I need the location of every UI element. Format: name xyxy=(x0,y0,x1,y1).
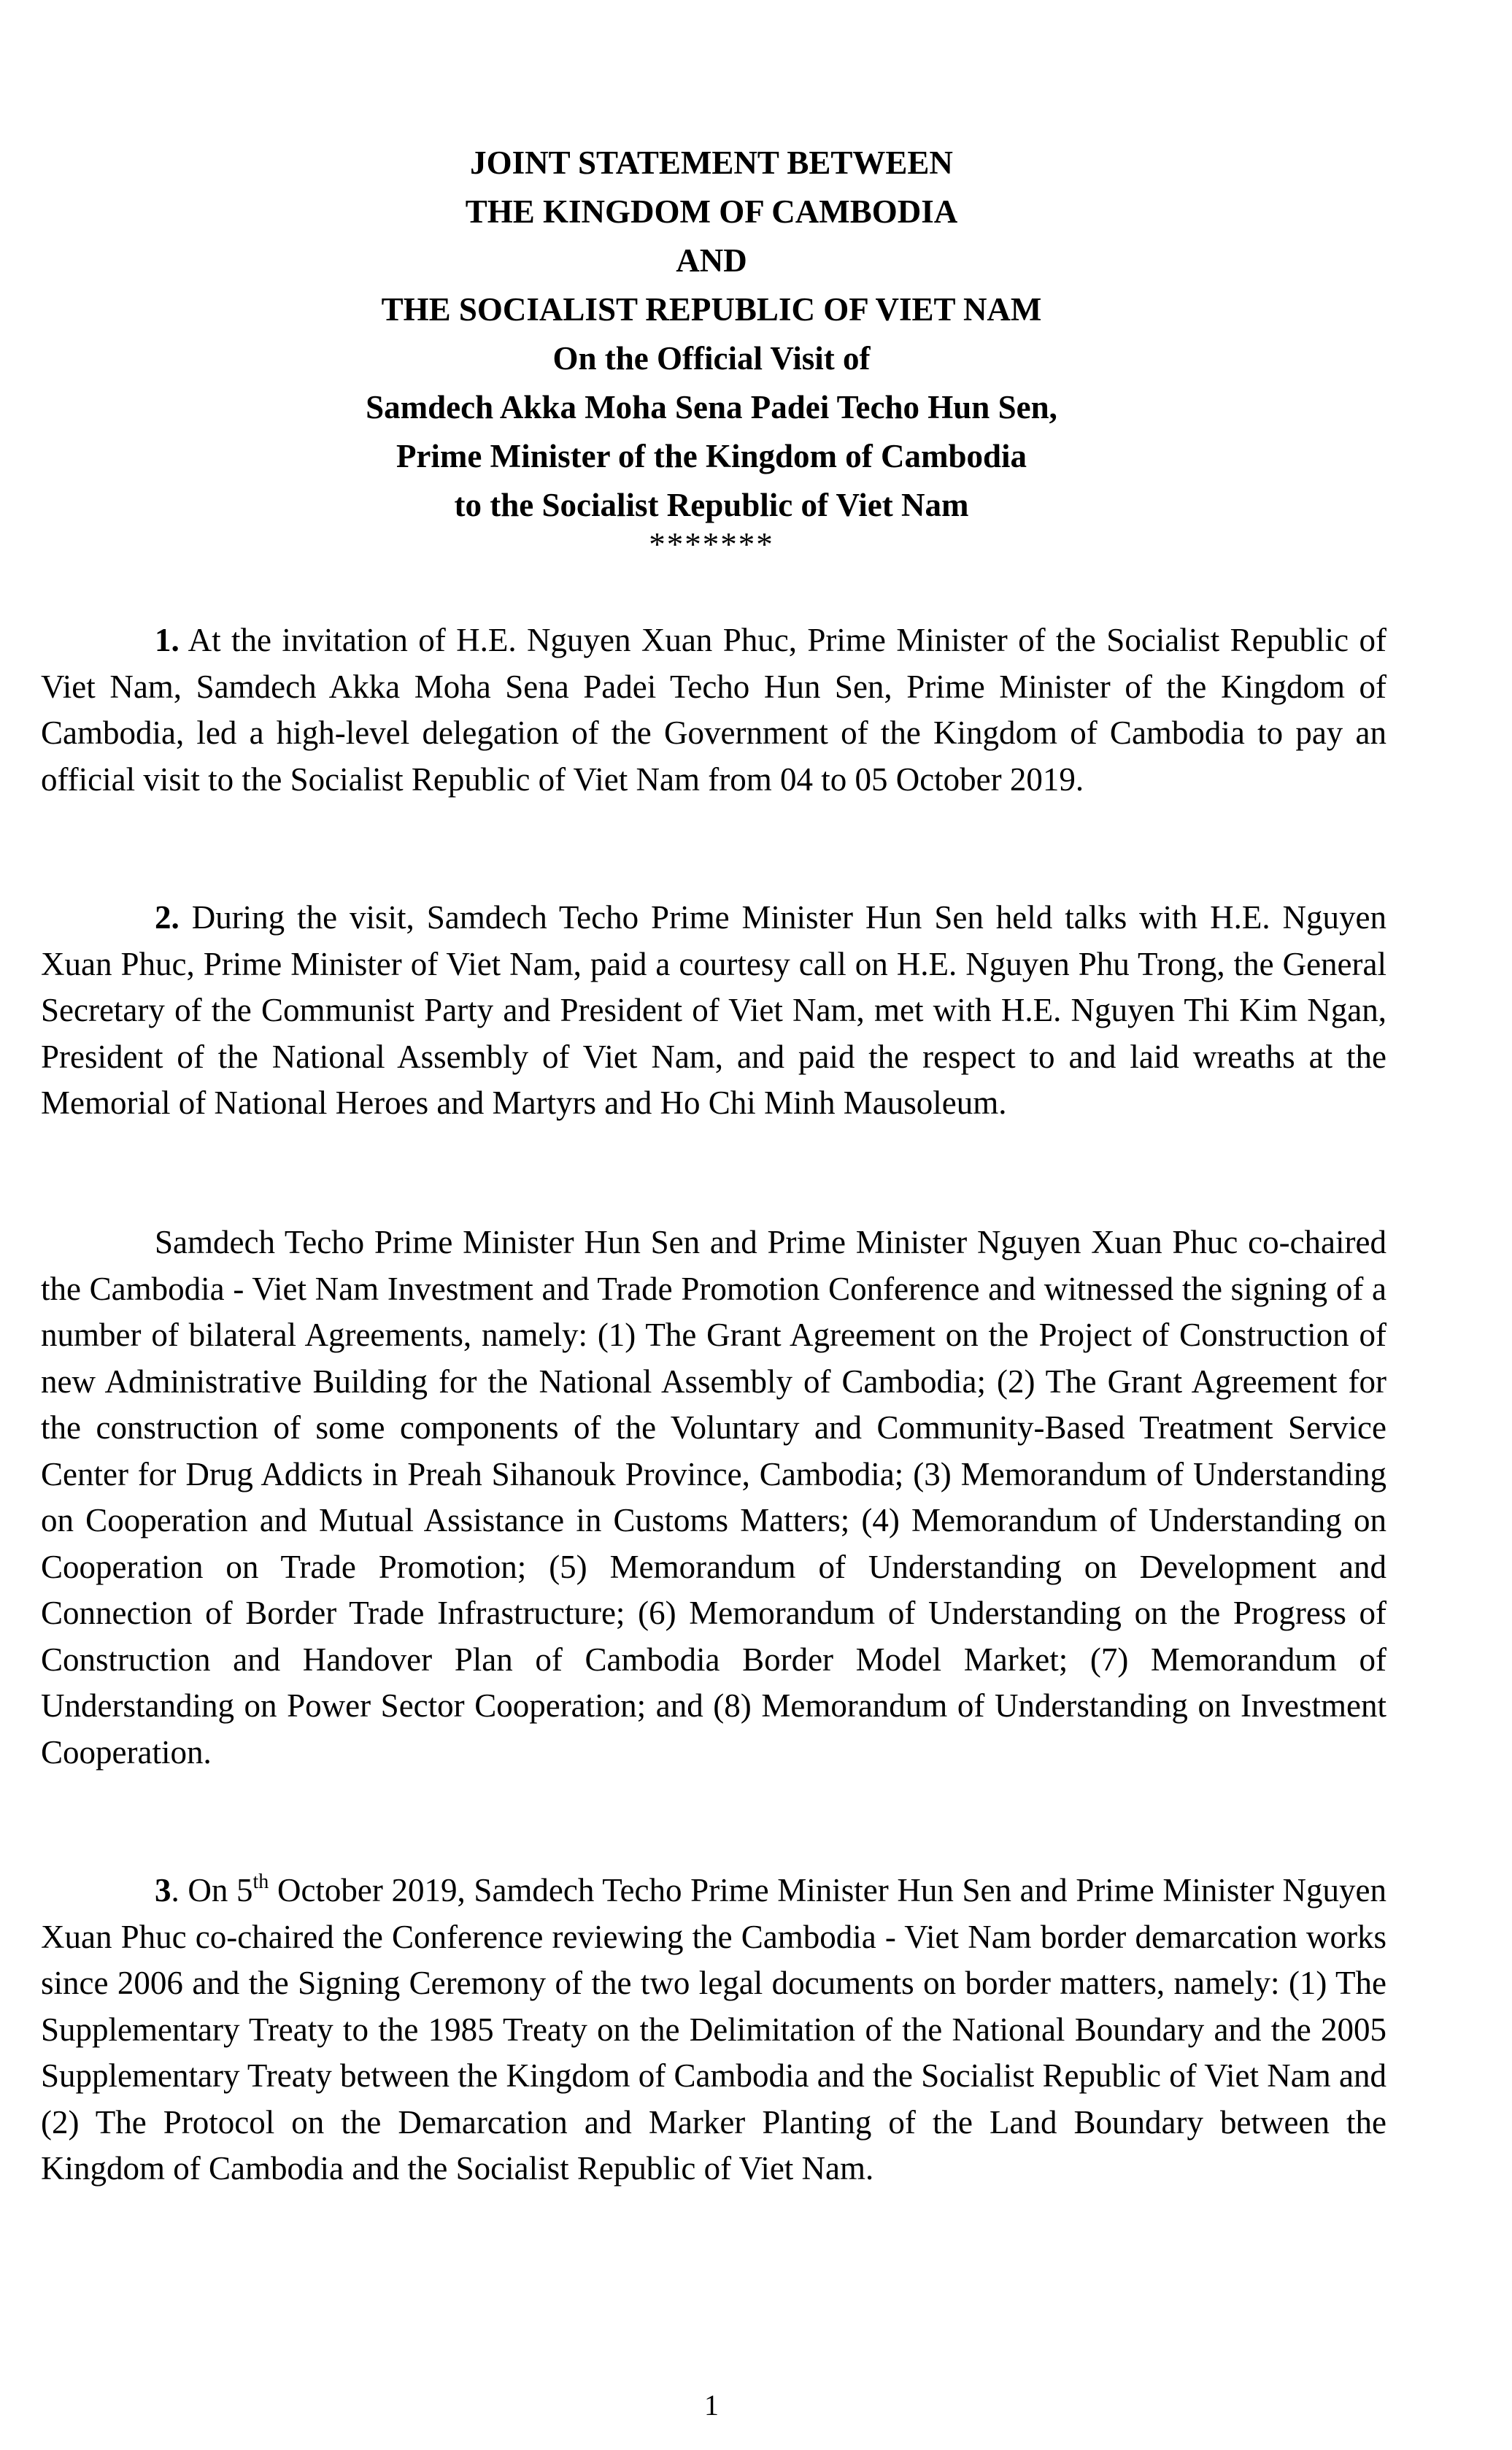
title-line: THE KINGDOM OF CAMBODIA xyxy=(465,193,958,230)
document-title xyxy=(0,139,1423,563)
paragraph-text: October 2019, Samdech Techo Prime Minister Hun Sen and Prime Minister Nguyen Xuan Phuc co-chaired the Conference reviewing the Cambodia - Viet Nam border demarcation works since 2006 and the Signing Ceremony of the two legal documents on border matters, namely: (1) The Supplementary Treaty to the 1985 Treaty on the Delimitation of the National Boundary and the 2005 Supplementary Treaty between the Kingdom of Cambodia and the Socialist Republic of Viet Nam and (2) The Protocol on the Demarcation and Marker Planting of the Land Boundary between the Kingdom of Cambodia and the Socialist Republic of Viet Nam. xyxy=(41,1872,1386,2187)
paragraph-3 xyxy=(41,1868,1386,2192)
title-separator: ******* xyxy=(649,526,774,563)
page-number: 1 xyxy=(704,2389,719,2422)
paragraph-2 xyxy=(41,895,1386,1127)
title-line: THE SOCIALIST REPUBLIC OF VIET NAM xyxy=(381,291,1042,328)
paragraph-text: At the invitation of H.E. Nguyen Xuan Phuc, Prime Minister of the Socialist Republic of Viet Nam, Samdech Akka Moha Sena Padei Techo Hun Sen, Prime Minister of the Kingdom of Cambodia, led a high-level delegation of the Government of the Kingdom of Cambodia to pay an official visit to the Socialist Republic of Viet Nam from 04 to 05 October 2019. xyxy=(41,622,1386,798)
title-line: Prime Minister of the Kingdom of Cambodia xyxy=(396,438,1027,474)
paragraph-number: 1. xyxy=(155,622,180,658)
paragraph-text: . On 5 xyxy=(171,1872,253,1908)
paragraph-number: 3 xyxy=(155,1872,171,1908)
title-line: On the Official Visit of xyxy=(552,340,871,377)
paragraph-text: During the visit, Samdech Techo Prime Minister Hun Sen held talks with H.E. Nguyen Xuan Phuc, Prime Minister of Viet Nam, paid a courtesy call on H.E. Nguyen Phu Trong, the General Secretary of the Communist Party and President of Viet Nam, met with H.E. Nguyen Thi Kim Ngan, President of the National Assembly of Viet Nam, and paid the respect to and laid wreaths at the Memorial of National Heroes and Martyrs and Ho Chi Minh Mausoleum. xyxy=(41,899,1386,1121)
ordinal-suffix: th xyxy=(252,1871,269,1893)
title-line: Samdech Akka Moha Sena Padei Techo Hun Sen, xyxy=(366,389,1057,425)
paragraph-text: Samdech Techo Prime Minister Hun Sen and Prime Minister Nguyen Xuan Phuc co-chaired the Cambodia - Viet Nam Investment and Trade Promotion Conference and witnessed the signing of a number of bilateral Agreements, namely: (1) The Grant Agreement on the Project of Construction of new Administrative Building for the National Assembly of Cambodia; (2) The Grant Agreement for the construction of some components of the Voluntary and Community-Based Treatment Service Center for Drug Addicts in Preah Sihanouk Province, Cambodia; (3) Memorandum of Understanding on Cooperation and Mutual Assistance in Customs Matters; (4) Memorandum of Understanding on Cooperation on Trade Promotion; (5) Memorandum of Understanding on Development and Connection of Border Trade Infrastructure; (6) Memorandum of Understanding on the Progress of Construction and Handover Plan of Cambodia Border Model Market; (7) Memorandum of Understanding on Power Sector Cooperation; and (8) Memorandum of Understanding on Investment Cooperation. xyxy=(41,1224,1386,1771)
title-line: to the Socialist Republic of Viet Nam xyxy=(454,487,969,523)
paragraph-number: 2. xyxy=(155,899,180,936)
title-line: AND xyxy=(676,242,747,279)
title-line: JOINT STATEMENT BETWEEN xyxy=(470,145,953,181)
paragraph-1 xyxy=(41,617,1386,803)
paragraph-2-continued xyxy=(41,1220,1386,1776)
